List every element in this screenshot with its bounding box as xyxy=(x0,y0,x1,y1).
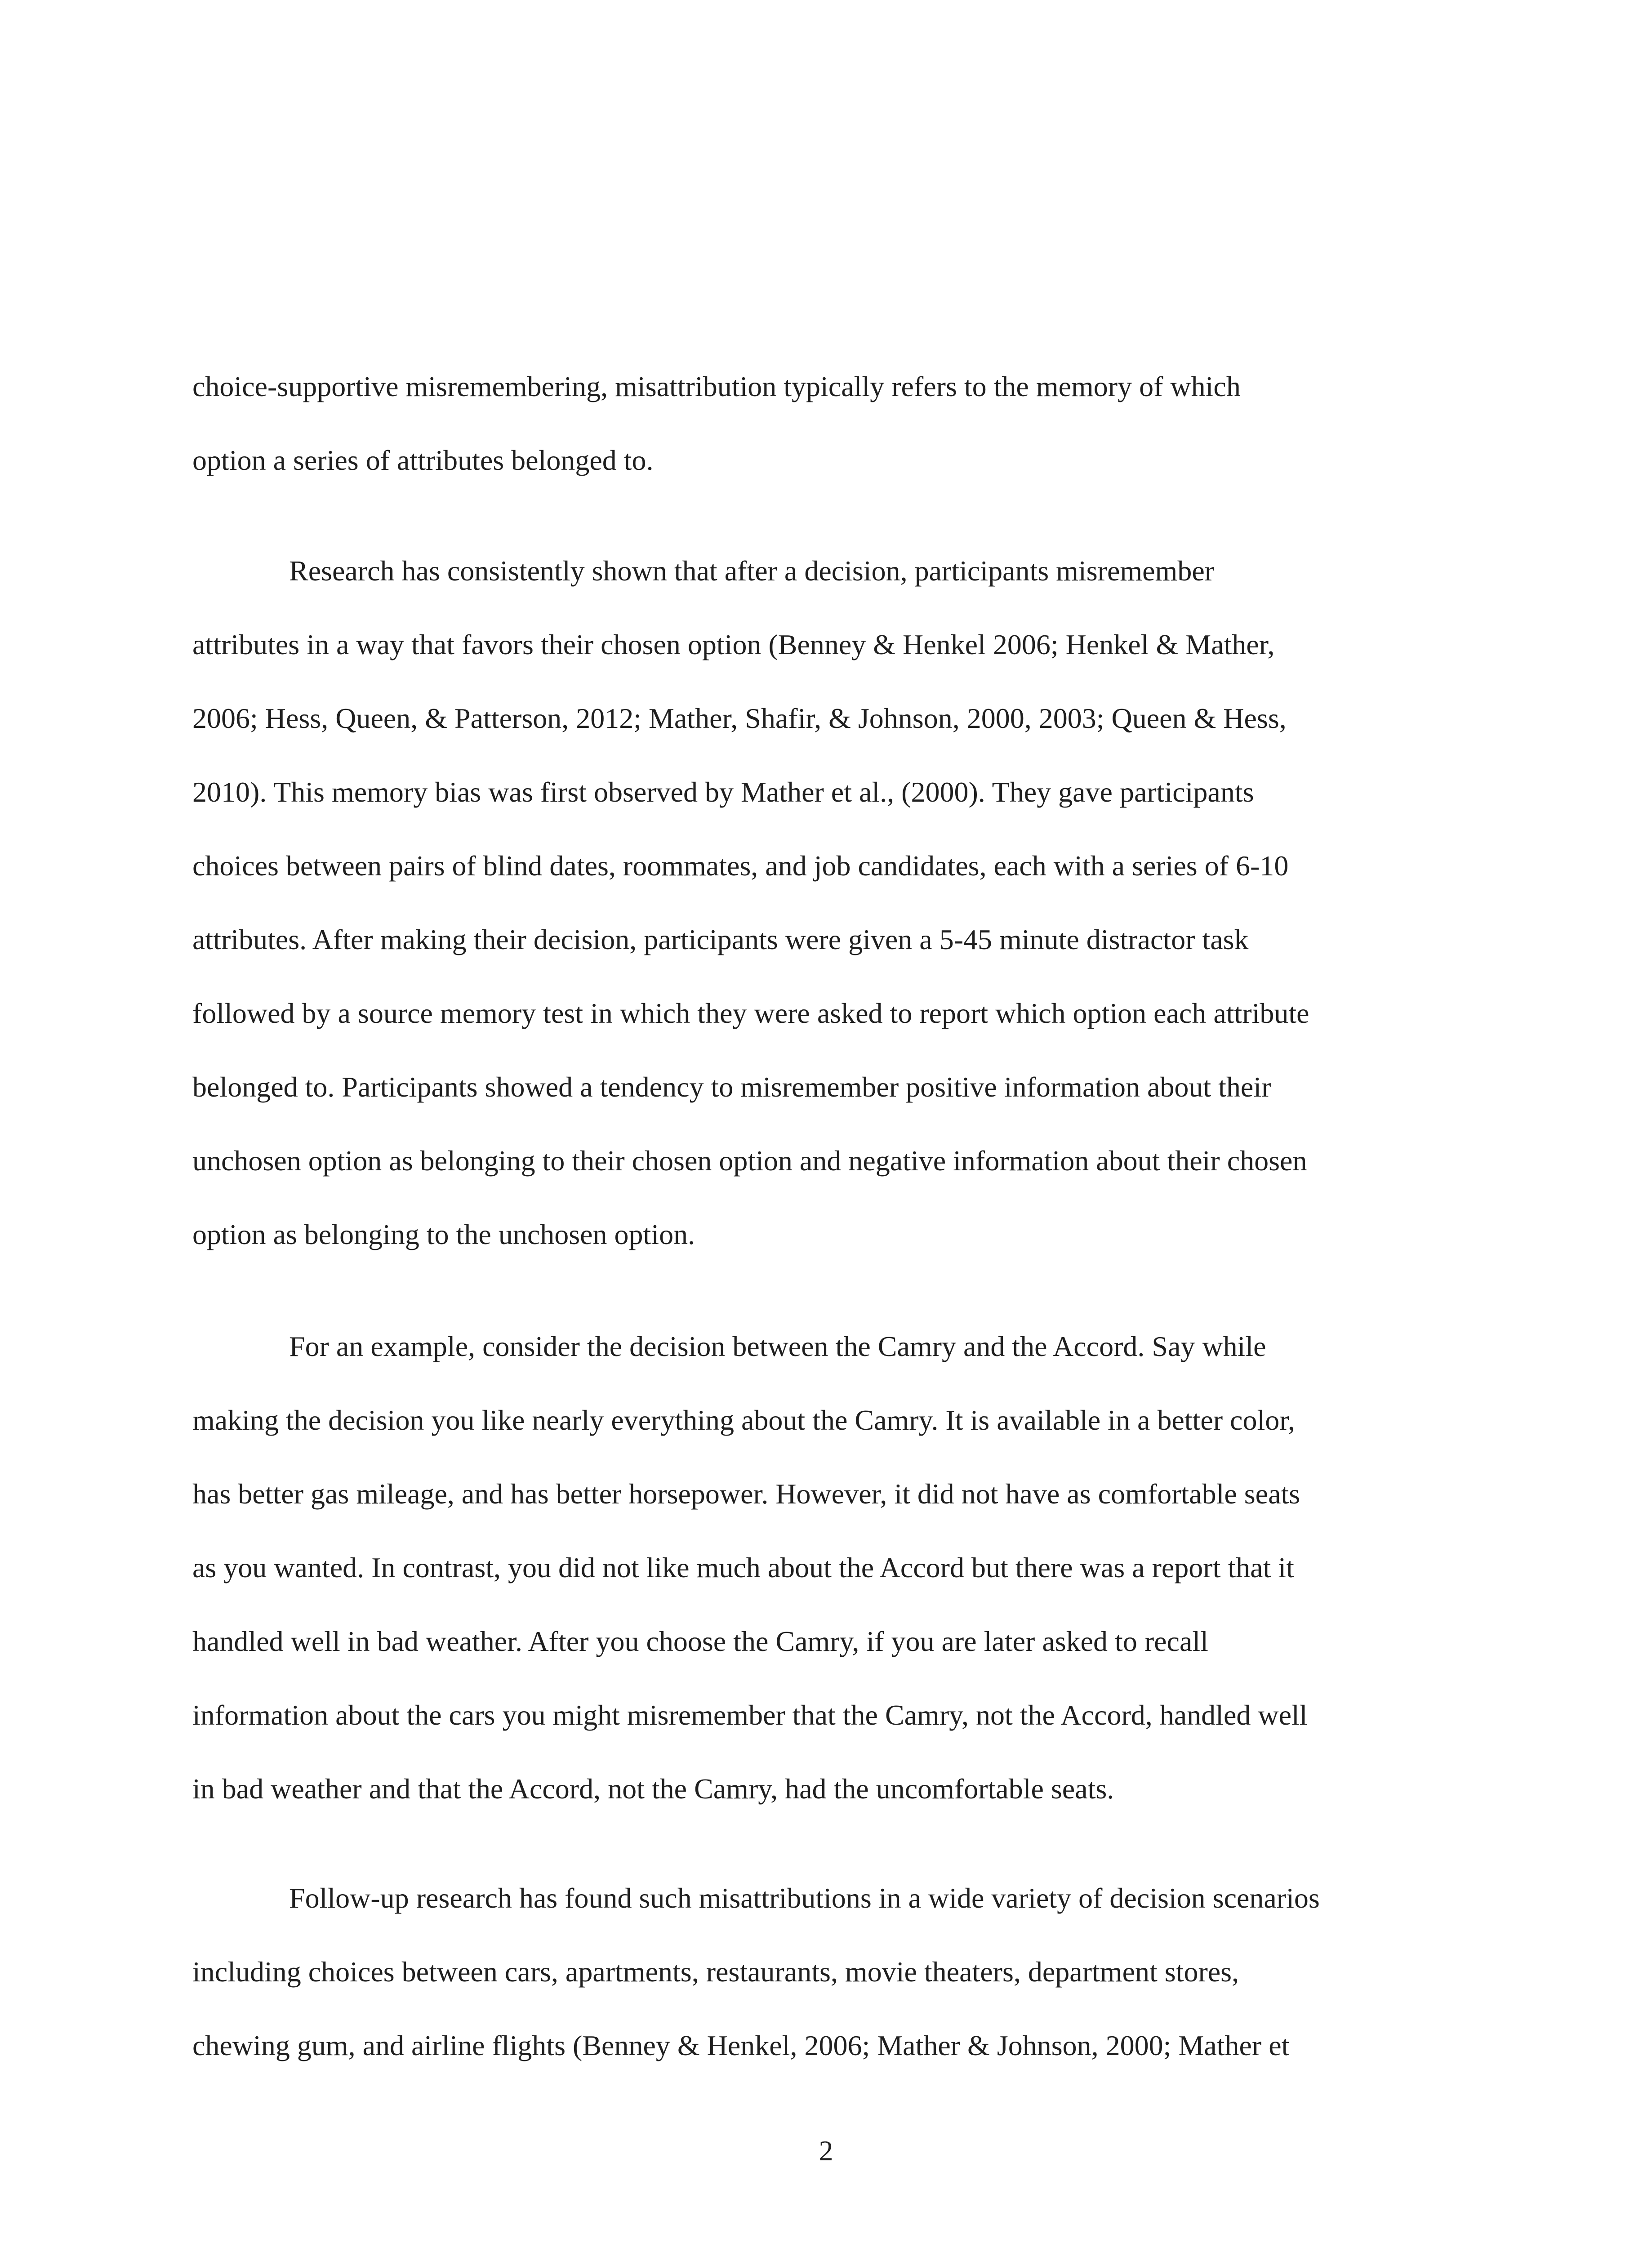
paragraph-line: choice-supportive misremembering, misattribution typically refers to the memory of which xyxy=(192,370,1241,402)
paragraph-line: information about the cars you might misremember that the Camry, not the Accord, handled well xyxy=(192,1699,1308,1731)
paragraph-line: making the decision you like nearly everything about the Camry. It is available in a better color, xyxy=(192,1404,1295,1436)
paragraph-line: option as belonging to the unchosen option. xyxy=(192,1218,695,1250)
paragraph-line: Follow-up research has found such misattributions in a wide variety of decision scenarios xyxy=(289,1882,1320,1914)
paragraph-line: attributes. After making their decision, participants were given a 5-45 minute distractor task xyxy=(192,923,1249,955)
paragraph-line: in bad weather and that the Accord, not the Camry, had the uncomfortable seats. xyxy=(192,1773,1114,1805)
paragraph-line: as you wanted. In contrast, you did not like much about the Accord but there was a report that it xyxy=(192,1552,1294,1583)
page-number: 2 xyxy=(819,2135,833,2167)
paragraph-line: 2006; Hess, Queen, & Patterson, 2012; Mather, Shafir, & Johnson, 2000, 2003; Queen & Hess, xyxy=(192,702,1287,734)
paragraph-line: option a series of attributes belonged to. xyxy=(192,444,654,476)
paragraph-line: has better gas mileage, and has better horsepower. However, it did not have as comfortable seats xyxy=(192,1478,1300,1510)
paragraph-line: including choices between cars, apartments, restaurants, movie theaters, department stores, xyxy=(192,1956,1239,1988)
paragraph-line: followed by a source memory test in which they were asked to report which option each attribute xyxy=(192,997,1309,1029)
paragraph-line: belonged to. Participants showed a tendency to misremember positive information about their xyxy=(192,1071,1271,1103)
paragraph-line: unchosen option as belonging to their chosen option and negative information about their chosen xyxy=(192,1145,1307,1177)
paragraph-line: For an example, consider the decision between the Camry and the Accord. Say while xyxy=(289,1330,1266,1362)
paragraph-line: choices between pairs of blind dates, roommates, and job candidates, each with a series of 6-10 xyxy=(192,850,1289,882)
paragraph-line: handled well in bad weather. After you choose the Camry, if you are later asked to recall xyxy=(192,1625,1208,1657)
paragraph-line: chewing gum, and airline flights (Benney & Henkel, 2006; Mather & Johnson, 2000; Mather et xyxy=(192,2029,1290,2061)
paragraph-line: 2010). This memory bias was first observed by Mather et al., (2000). They gave participants xyxy=(192,776,1254,808)
paragraph-line: Research has consistently shown that after a decision, participants misremember xyxy=(289,555,1215,587)
paragraph-line: attributes in a way that favors their chosen option (Benney & Henkel 2006; Henkel & Mather, xyxy=(192,629,1275,660)
